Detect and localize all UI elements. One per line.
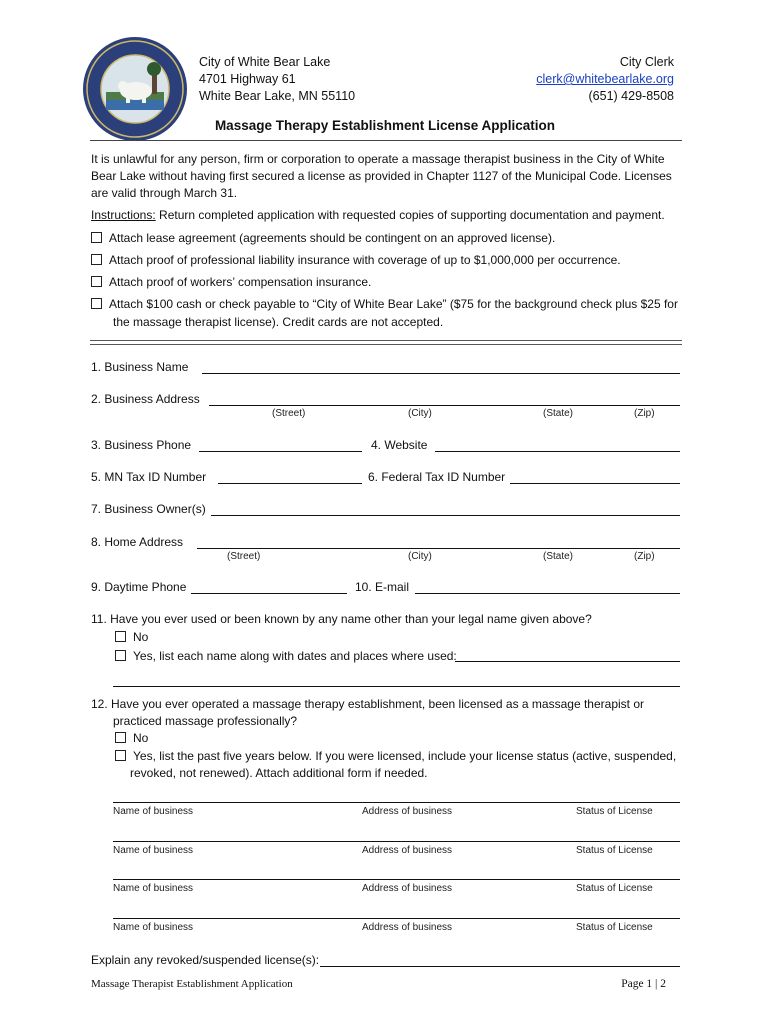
- business-owner-label: 7. Business Owner(s): [91, 502, 206, 516]
- col-status-label: Status of License: [576, 883, 653, 894]
- business-phone-field[interactable]: [199, 451, 362, 452]
- state-sublabel: (State): [543, 551, 574, 562]
- q11-no-option[interactable]: No: [115, 629, 148, 646]
- checklist-item-insurance[interactable]: Attach proof of professional liability insurance with coverage of up to $1,000,000 per occurrence.: [91, 252, 621, 269]
- business-name-field[interactable]: [202, 373, 680, 374]
- col-address-label: Address of business: [362, 845, 453, 856]
- email-field[interactable]: [415, 593, 680, 594]
- explain-revoked-field[interactable]: [320, 966, 680, 967]
- footer-doc-title: Massage Therapist Establishment Application: [91, 978, 293, 990]
- q11-yes-option[interactable]: Yes, list each name along with dates and places where used:: [115, 648, 457, 665]
- q11-question: 11. Have you ever used or been known by any name other than your legal name given above?: [91, 612, 592, 626]
- q12-question-cont: practiced massage professionally?: [113, 714, 298, 728]
- instructions-label: Instructions:: [91, 208, 156, 222]
- daytime-phone-label: 9. Daytime Phone: [91, 580, 187, 594]
- history-row-4-field[interactable]: [113, 918, 680, 919]
- street-sublabel: (Street): [272, 408, 306, 419]
- daytime-phone-field[interactable]: [191, 593, 347, 594]
- q11-names-field-2[interactable]: [113, 686, 680, 687]
- checkbox-icon[interactable]: [91, 254, 102, 265]
- business-name-label: 1. Business Name: [91, 360, 189, 374]
- col-status-label: Status of License: [576, 845, 653, 856]
- clerk-title: City Clerk: [619, 55, 674, 69]
- clerk-contact-block: [536, 54, 674, 105]
- website-field[interactable]: [435, 451, 680, 452]
- home-address-field[interactable]: [197, 548, 680, 549]
- page-number: Page 1 | 2: [621, 978, 666, 990]
- col-status-label: Status of License: [576, 806, 653, 817]
- title-divider: [90, 140, 682, 141]
- history-row-3-field[interactable]: [113, 879, 680, 880]
- business-phone-label: 3. Business Phone: [91, 438, 192, 452]
- email-label: 10. E-mail: [355, 580, 410, 594]
- q12-no-option[interactable]: No: [115, 730, 148, 747]
- q12-question: 12. Have you ever operated a massage therapy establishment, been licensed as a massage therapist or: [91, 697, 644, 711]
- website-label: 4. Website: [371, 438, 428, 452]
- street-sublabel: (Street): [227, 551, 261, 562]
- mn-tax-id-field[interactable]: [218, 483, 362, 484]
- checkbox-icon[interactable]: [115, 631, 126, 642]
- city-name: City of White Bear Lake: [199, 55, 331, 69]
- checklist-item-payment[interactable]: Attach $100 cash or check payable to “City of White Bear Lake” ($75 for the background check plus $25 for: [91, 296, 678, 313]
- page-title: Massage Therapy Establishment License Application: [214, 118, 556, 133]
- history-row-1-field[interactable]: [113, 802, 680, 803]
- city-state-zip: White Bear Lake, MN 55110: [199, 89, 356, 103]
- instructions: [91, 208, 665, 222]
- q12-yes-option[interactable]: Yes, list the past five years below. If you were licensed, include your license status (active, suspended,: [115, 748, 676, 765]
- street-address: 4701 Highway 61: [199, 72, 296, 86]
- checkbox-icon[interactable]: [115, 650, 126, 661]
- zip-sublabel: (Zip): [634, 408, 655, 419]
- business-address-label: 2. Business Address: [91, 392, 200, 406]
- city-sublabel: (City): [408, 551, 432, 562]
- federal-tax-id-field[interactable]: [510, 483, 680, 484]
- checklist-item-workers-comp[interactable]: Attach proof of workers’ compensation insurance.: [91, 274, 371, 291]
- checkbox-icon[interactable]: [115, 732, 126, 743]
- checkbox-icon[interactable]: [91, 298, 102, 309]
- col-name-label: Name of business: [113, 845, 194, 856]
- col-name-label: Name of business: [113, 806, 194, 817]
- q12-yes-cont: revoked, not renewed). Attach additional form if needed.: [130, 766, 428, 780]
- intro-paragraph: It is unlawful for any person, firm or corporation to operate a massage therapist business in the City of White Bear Lake without having first secured a license as provided in Chapter 1127 of the Municipal Code. Licenses are valid through March 31.: [91, 152, 672, 200]
- history-row-2-field[interactable]: [113, 841, 680, 842]
- mn-tax-id-label: 5. MN Tax ID Number: [91, 470, 207, 484]
- business-owner-field[interactable]: [211, 515, 680, 516]
- city-address-block: [199, 54, 355, 105]
- instructions-text: Return completed application with requested copies of supporting documentation and payment.: [159, 208, 665, 222]
- col-address-label: Address of business: [362, 922, 453, 933]
- business-address-field[interactable]: [209, 405, 680, 406]
- col-address-label: Address of business: [362, 883, 453, 894]
- checklist-item-lease[interactable]: Attach lease agreement (agreements should be contingent on an approved license).: [91, 230, 555, 247]
- col-address-label: Address of business: [362, 806, 453, 817]
- checkbox-icon[interactable]: [91, 232, 102, 243]
- clerk-email-link[interactable]: clerk@whitebearlake.org: [536, 72, 674, 86]
- city-sublabel: (City): [408, 408, 432, 419]
- zip-sublabel: (Zip): [634, 551, 655, 562]
- checkbox-icon[interactable]: [115, 750, 126, 761]
- col-status-label: Status of License: [576, 922, 653, 933]
- checklist-item-payment-cont: the massage therapist license). Credit cards are not accepted.: [113, 315, 444, 329]
- col-name-label: Name of business: [113, 922, 194, 933]
- home-address-label: 8. Home Address: [91, 535, 184, 549]
- clerk-phone: (651) 429-8508: [588, 89, 674, 103]
- state-sublabel: (State): [543, 408, 574, 419]
- federal-tax-id-label: 6. Federal Tax ID Number: [368, 470, 506, 484]
- col-name-label: Name of business: [113, 883, 194, 894]
- section-divider: [90, 340, 682, 345]
- checkbox-icon[interactable]: [91, 276, 102, 287]
- explain-revoked-label: Explain any revoked/suspended license(s):: [91, 953, 320, 967]
- q11-names-field[interactable]: [455, 661, 680, 662]
